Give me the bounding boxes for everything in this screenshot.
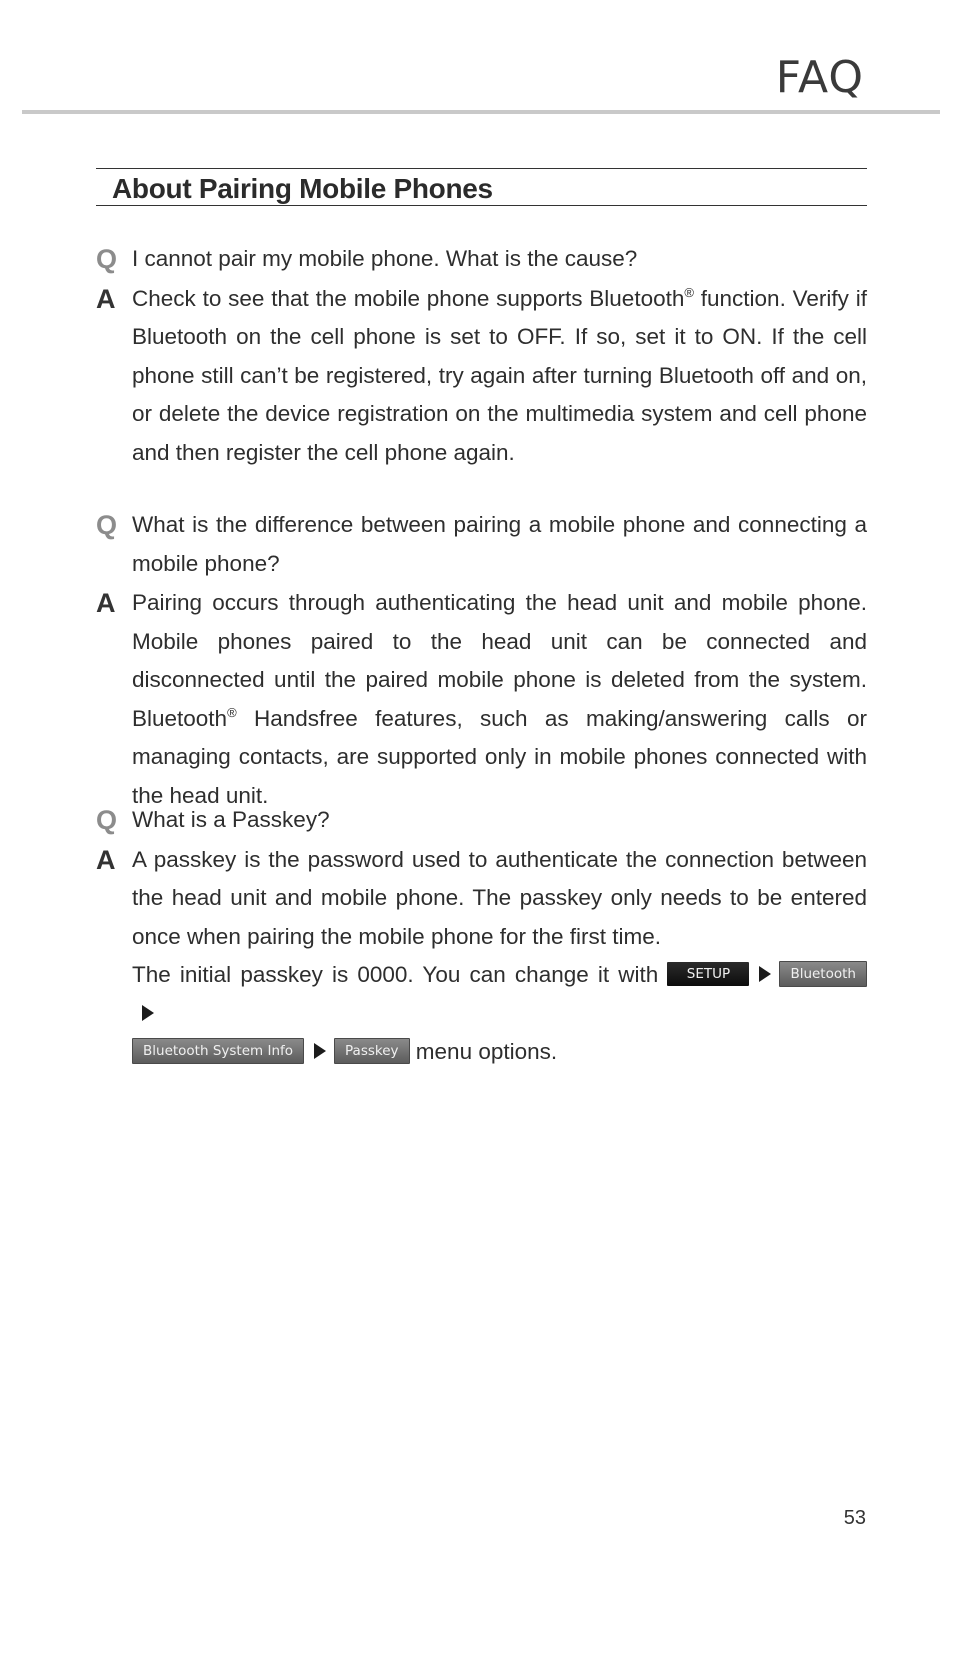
answer-text-continued: Handsfree features, such as making/answering calls or managing contacts, are supported only in mobile phones connected with the head unit.: [132, 705, 867, 808]
answer-text-start: Pairing occurs through authenticating the head unit and mobile phone. Mobile phones paired to the head unit can be connected and disconnected until the paired mobile phone is deleted from the system. Bluetooth: [132, 590, 867, 731]
answer-1: [96, 280, 867, 473]
question-marker: Q: [96, 510, 118, 540]
menu-bluetooth-chip: Bluetooth: [779, 961, 867, 987]
passkey-instructions: [132, 956, 867, 1033]
registered-mark: ®: [227, 704, 237, 720]
answer-text-rest: if Bluetooth on the cell phone is set to OFF. If so, set it to ON. If the cell phone still can’t be registered, try again after turning Bluetooth off and on, or delete the device registration on the multimedia system and cell phone and then register the cell phone again.: [132, 285, 867, 465]
answer-text-start: Check to see that the mobile phone supports Bluetooth: [132, 285, 685, 311]
arrow-right-icon: [142, 1005, 154, 1021]
menu-setup-chip: SETUP: [667, 962, 749, 986]
question-text: I cannot pair my mobile phone. What is the cause?: [132, 246, 638, 271]
section-title: About Pairing Mobile Phones: [112, 173, 493, 204]
menu-bluetooth-system-info-chip: Bluetooth System Info: [132, 1038, 304, 1064]
answer-marker: A: [96, 283, 116, 314]
question-2: [96, 506, 867, 583]
answer-text: A passkey is the password used to authenticate the connection between the head unit and mobile phone. The passkey only needs to be entered once when pairing the mobile phone for the first time.: [132, 846, 867, 949]
question-1: [96, 240, 867, 279]
faq-item-2: [96, 506, 867, 815]
question-text: What is a Passkey?: [132, 807, 330, 832]
question-text: What is the difference between pairing a mobile phone and connecting a mobile phone?: [132, 512, 867, 576]
answer-text-continued: function. Verify: [693, 285, 849, 311]
question-3: [96, 801, 867, 840]
answer-marker: A: [96, 844, 116, 875]
faq-item-3: [96, 801, 867, 1072]
menu-passkey-chip: Passkey: [334, 1038, 410, 1064]
question-marker: Q: [96, 805, 118, 835]
passkey-outro: menu options.: [415, 1039, 558, 1064]
passkey-instructions-cont: [132, 1033, 867, 1072]
page-header-title: FAQ: [775, 52, 864, 103]
passkey-intro: The initial passkey is 0000. You can change it with: [132, 962, 659, 987]
registered-mark: ®: [684, 284, 694, 300]
question-marker: Q: [96, 244, 118, 274]
section-heading-box: [96, 168, 867, 206]
header-divider: [22, 110, 940, 114]
answer-marker: A: [96, 588, 116, 618]
answer-2: [96, 584, 867, 815]
arrow-right-icon: [314, 1043, 326, 1059]
answer-3: [96, 841, 867, 1072]
faq-item-1: [96, 240, 867, 472]
page-number: 53: [843, 1507, 866, 1529]
arrow-right-icon: [759, 966, 771, 982]
